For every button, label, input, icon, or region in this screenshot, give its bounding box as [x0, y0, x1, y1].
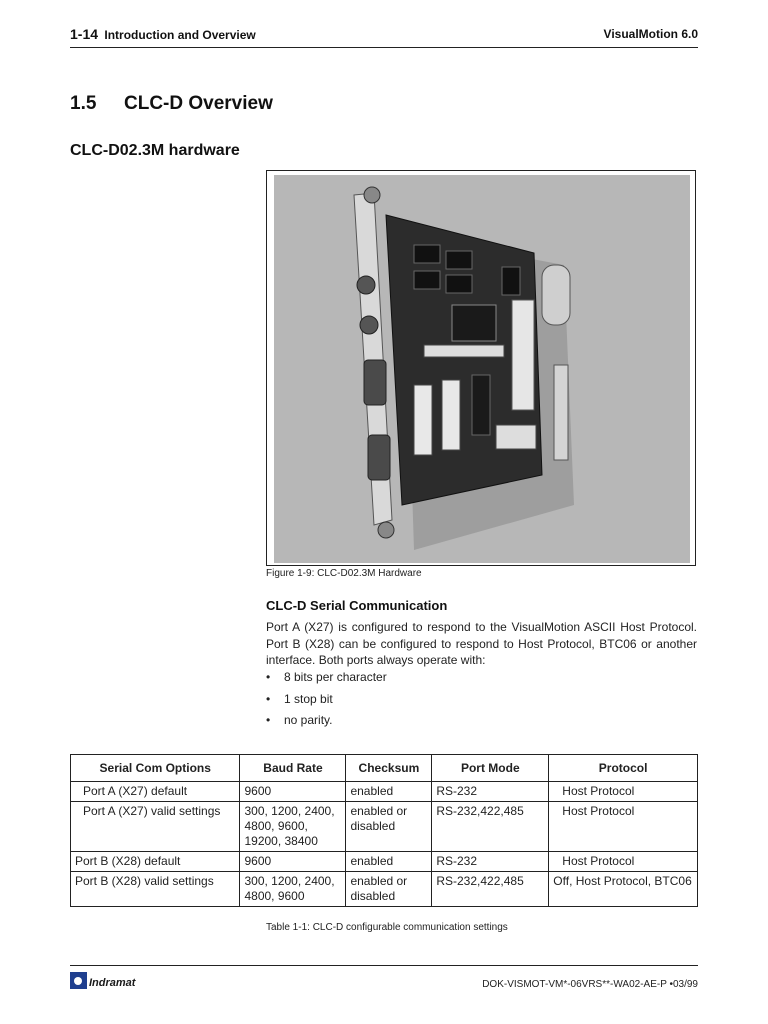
- table-cell: enabled: [346, 782, 432, 802]
- bullet-icon: •: [266, 691, 271, 706]
- header-cell: Protocol: [549, 755, 698, 782]
- logo-mark-icon: [70, 972, 87, 989]
- serial-heading: CLC-D Serial Communication: [266, 598, 448, 613]
- table-cell: 9600: [240, 852, 346, 872]
- table-cell: Port A (X27) default: [71, 782, 240, 802]
- page-header: [70, 26, 698, 46]
- table-row: [71, 802, 698, 852]
- table-row: [71, 872, 698, 907]
- logo-text: Indramat: [89, 977, 136, 989]
- table-cell: Port B (X28) valid settings: [71, 872, 240, 907]
- bullet-list: [266, 669, 387, 734]
- figure-frame: [266, 170, 696, 566]
- table-cell: RS-232,422,485: [432, 802, 549, 852]
- communication-settings-table: [70, 754, 698, 907]
- header-cell: Serial Com Options: [71, 755, 240, 782]
- table-cell: Host Protocol: [549, 852, 698, 872]
- list-item: • 8 bits per character: [266, 670, 387, 684]
- header-section-title: Introduction and Overview: [104, 28, 256, 42]
- table-cell: RS-232,422,485: [432, 872, 549, 907]
- header-left: [70, 26, 256, 42]
- table-row: [71, 852, 698, 872]
- subsection-heading: CLC-D02.3M hardware: [70, 142, 240, 159]
- table-cell: Port A (X27) valid settings: [71, 802, 240, 852]
- table-cell: enabled or disabled: [346, 872, 432, 907]
- bullet-icon: •: [266, 670, 271, 684]
- footer-rule: [70, 965, 698, 966]
- table-cell: 300, 1200, 2400, 4800, 9600, 19200, 38400: [240, 802, 346, 852]
- header-cell: Checksum: [346, 755, 432, 782]
- bullet-icon: •: [266, 713, 271, 727]
- section-number: 1.5: [70, 93, 97, 114]
- table-cell: Host Protocol: [549, 782, 698, 802]
- table-cell: Off, Host Protocol, BTC06: [549, 872, 698, 907]
- figure-caption: Figure 1-9: CLC-D02.3M Hardware: [266, 568, 422, 579]
- header-cell: Port Mode: [432, 755, 549, 782]
- table-cell: enabled or disabled: [346, 802, 432, 852]
- table-header-row: [71, 755, 698, 782]
- table-row: [71, 782, 698, 802]
- table-cell: enabled: [346, 852, 432, 872]
- serial-paragraph: Port A (X27) is configured to respond to the VisualMotion ASCII Host Protocol. Port B (X28) can be configured to respond to Host Protocol, BTC06 or another interface. Both ports always operate with:: [266, 620, 697, 667]
- section-title: CLC-D Overview: [124, 93, 273, 114]
- header-product: VisualMotion 6.0: [603, 27, 698, 41]
- header-cell: Baud Rate: [240, 755, 346, 782]
- page-number: 1-14: [70, 26, 99, 42]
- table-cell: Port B (X28) default: [71, 852, 240, 872]
- table-cell: RS-232: [432, 782, 549, 802]
- table-cell: RS-232: [432, 852, 549, 872]
- list-item: • no parity.: [266, 713, 333, 727]
- document-id: DOK-VISMOT-VM*-06VRS**-WA02-AE-P •03/99: [482, 979, 698, 990]
- table-cell: Host Protocol: [549, 802, 698, 852]
- section-heading: [70, 93, 273, 115]
- board-photo: [274, 175, 690, 563]
- list-item: • 1 stop bit: [266, 691, 333, 706]
- table-caption: Table 1-1: CLC-D configurable communication settings: [266, 922, 508, 933]
- table-cell: 9600: [240, 782, 346, 802]
- table-cell: 300, 1200, 2400, 4800, 9600: [240, 872, 346, 907]
- header-rule: [70, 47, 698, 48]
